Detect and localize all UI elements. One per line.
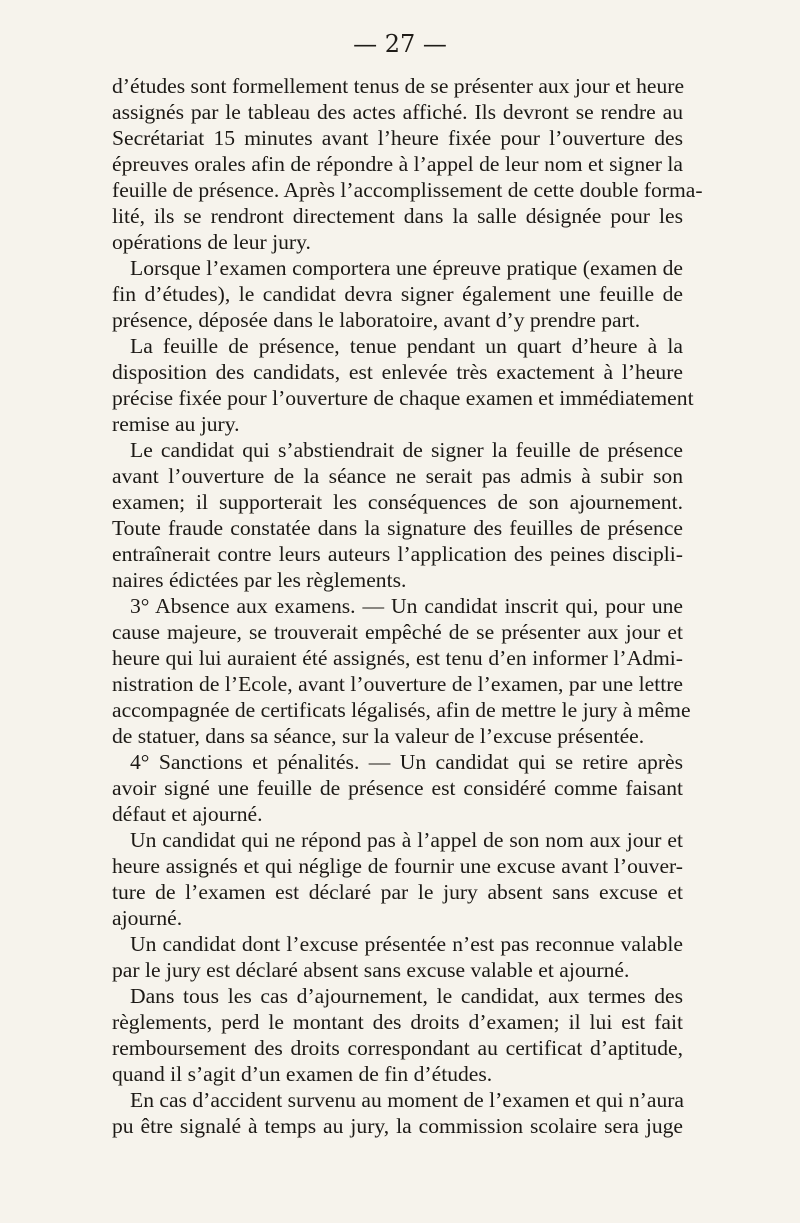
paragraph-4 [112,437,683,593]
body-text [112,73,703,1139]
text-line: pu être signalé à temps au jury, la commission scolaire sera juge [112,1114,683,1138]
text-line: 4° Sanctions et pénalités. — Un candidat qui se retire après [130,750,683,774]
text-line: Un candidat qui ne répond pas à l’appel de son nom aux jour et [130,828,683,852]
text-line: règlements, perd le montant des droits d’examen; il lui est fait [112,1010,683,1034]
paragraph-9 [112,983,683,1087]
text-line: Le candidat qui s’abstiendrait de signer la feuille de présence [130,438,683,462]
text-line: remise au jury. [112,412,240,436]
text-line: Dans tous les cas d’ajournement, le candidat, aux termes des [130,984,683,1008]
text-line: de statuer, dans sa séance, sur la valeur de l’excuse présentée. [112,724,645,748]
text-line: disposition des candidats, est enlevée très exactement à l’heure [112,360,683,384]
paragraph-2 [112,255,683,333]
text-line: Secrétariat 15 minutes avant l’heure fixée pour l’ouverture des [112,126,683,150]
text-line: heure assignés et qui néglige de fournir une excuse avant l’ouver- [112,854,683,878]
paragraph-3 [112,333,694,437]
text-line: fin d’études), le candidat devra signer également une feuille de [112,282,683,306]
text-line: 3° Absence aux examens. — Un candidat inscrit qui, pour une [130,594,683,618]
text-line: avoir signé une feuille de présence est considéré comme faisant [112,776,683,800]
text-line: En cas d’accident survenu au moment de l’examen et qui n’aura [130,1088,685,1112]
text-line: présence, déposée dans le laboratoire, avant d’y prendre part. [112,308,641,332]
text-line: ajourné. [112,906,183,930]
text-line: d’études sont formellement tenus de se présenter aux jour et heure [112,74,685,98]
paragraph-7 [112,827,683,931]
text-line: par le jury est déclaré absent sans excuse valable et ajourné. [112,958,630,982]
text-line: examen; il supporterait les conséquences de son ajournement. [112,490,683,514]
text-line: ture de l’examen est déclaré par le jury absent sans excuse et [112,880,683,904]
paragraph-10 [112,1087,683,1139]
text-line: Lorsque l’examen comportera une épreuve pratique (examen de [130,256,683,280]
text-line: La feuille de présence, tenue pendant un quart d’heure à la [130,334,683,358]
text-line: épreuves orales afin de répondre à l’appel de leur nom et signer la [112,152,683,176]
page-number: — 27 — [353,30,447,58]
text-line: défaut et ajourné. [112,802,263,826]
paragraph-6 [112,749,683,827]
text-line: Toute fraude constatée dans la signature des feuilles de présence [112,516,683,540]
text-line: remboursement des droits correspondant au certificat d’aptitude, [112,1036,683,1060]
text-line: assignés par le tableau des actes affiché. Ils devront se rendre au [112,100,683,124]
text-line: accompagnée de certificats légalisés, afin de mettre le jury à même [112,698,691,722]
paragraph-8 [112,931,683,983]
text-line: naires édictées par les règlements. [112,568,407,592]
paragraph-5 [112,593,691,749]
text-line: quand il s’agit d’un examen de fin d’études. [112,1062,493,1086]
text-line: feuille de présence. Après l’accomplissement de cette double forma- [112,178,703,202]
text-line: Un candidat dont l’excuse présentée n’est pas reconnue valable [130,932,683,956]
text-line: lité, ils se rendront directement dans la salle désignée pour les [112,204,683,228]
text-line: opérations de leur jury. [112,230,311,254]
paragraph-1 [112,73,703,255]
text-line: entraînerait contre leurs auteurs l’application des peines discipli- [112,542,683,566]
text-line: cause majeure, se trouverait empêché de se présenter aux jour et [112,620,683,644]
text-line: avant l’ouverture de la séance ne serait pas admis à subir son [112,464,683,488]
text-line: heure qui lui auraient été assignés, est tenu d’en informer l’Admi- [112,646,683,670]
text-line: précise fixée pour l’ouverture de chaque examen et immédiatement [112,386,694,410]
text-line: nistration de l’Ecole, avant l’ouverture de l’examen, par une lettre [112,672,683,696]
